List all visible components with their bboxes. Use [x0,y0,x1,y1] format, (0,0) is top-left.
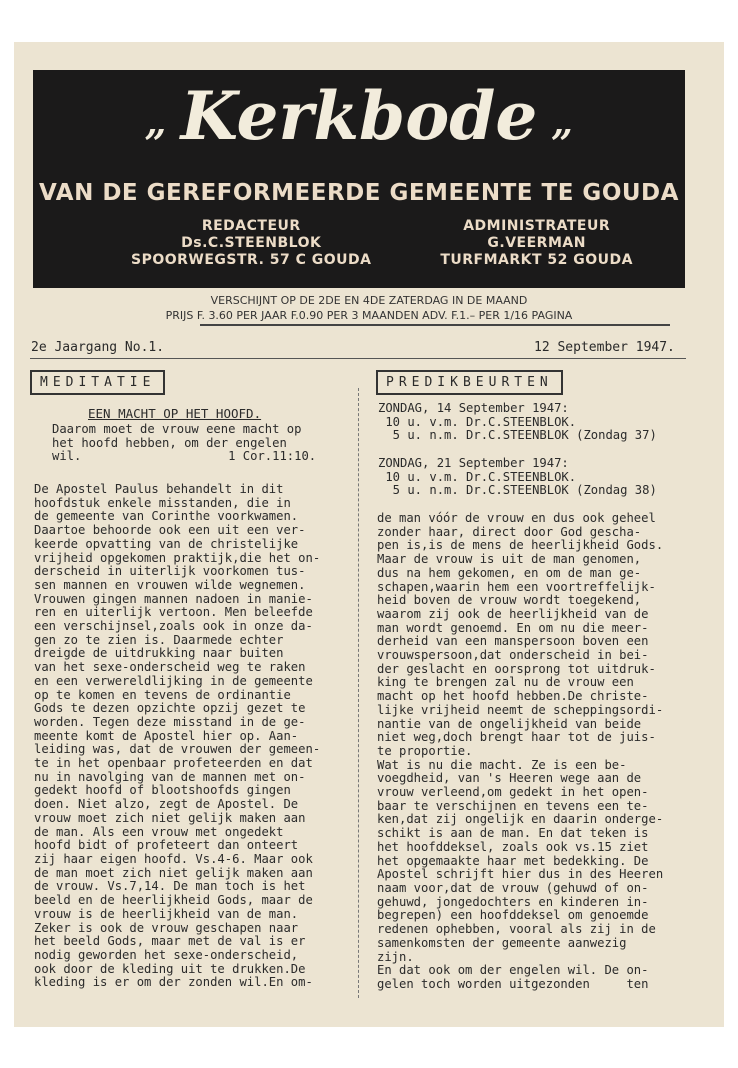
masthead-subtitle: VAN DE GEREFORMEERDE GEMEENTE TE GOUDA [39,180,679,206]
predikbeurten-services: ZONDAG, 14 September 1947: 10 u. v.m. Dr.C.STEENBLOK. 5 u. n.m. Dr.C.STEENBLOK (Zondag 37) ZONDAG, 21 September 1947: 10 u. v.m. Dr.C.STEENBLOK. 5 u. n.m. Dr.C.STEENBLOK (Zondag 38) [378,401,657,498]
predikbeurten-label: PREDIKBEURTEN [376,370,563,395]
title-text: Kerkbode [180,77,538,155]
meditatie-body: De Apostel Paulus behandelt in dit hoofdstuk enkele misstanden, die in de gemeente van Corinthe voorkwamen. Daartoe behoorde ook een uit een ver- keerde opvatting van de christelijke vrijheid opgekomen praktijk,die het on- derscheid in uiterlijk voorkomen tus- sen mannen en vrouwen wilde wegnemen. Vrouwen gingen mannen nadoen in manie- ren en uiterlijk vertoon. Men beleefde een verschijnsel,zoals ook in onze da- gen zo te zien is. Daarmede echter dreigde de uitdrukking naar buiten van het sexe-onderscheid weg te raken en een verwereldlijking in de gemeente op te komen en tevens de ordinantie Gods te dezen opzichte opzij gezet te worden. Tegen deze misstand in de ge- meente komt de Apostel hier op. Aan- leiding was, dat de vrouwen der gemeen- te in het openbaar profeteerden en dat nu in navolging van de mannen met on- gedekt hoofd of blootshoofds gingen doen. Niet alzo, zegt de Apostel. De vrouw moet zich niet gelijk maken aan de man. Als een vrouw met ongedekt hoofd bidt of profeteert dan onteert zij haar eigen hoofd. Vs.4-6. Maar ook de man moet zich niet gelijk maken aan de vrouw. Vs.7,14. De man toch is het beeld en de heerlijkheid Gods, maar de vrouw is de heerlijkheid van de man. Zeker is ook de vrouw geschapen naar het beeld Gods, maar met de val is er nodig geworden het sexe-onderscheid, ook door de kleding uit te drukken.De kleding is er om der zonden wil.En om- [34,482,321,990]
meditatie-label: MEDITATIE [30,370,165,395]
meditatie-heading: EEN MACHT OP HET HOOFD. [88,406,262,421]
quote-close: „ [551,99,574,144]
issue-date: 12 September 1947. [534,340,675,355]
redacteur-name: Ds.C.STEENBLOK [181,235,322,251]
administrateur-address: TURFMARKT 52 GOUDA [440,252,633,268]
quote-open: „ [144,99,167,144]
meditatie-continuation: de man vóór de vrouw en dus ook geheel zonder haar, direct door God gescha- pen is,is de mens de heerlijkheid Gods. Maar de vrouw is uit de man genomen, dus na hem gekomen, en om de man ge- schapen,waarin hem een voortreffelijk- heid boven de vrouw wordt toegekend, waarom zij ook de heerlijkheid van de man wordt genoemd. En om nu die meer- derheid van een manspersoon boven een vrouwspersoon,dat onderscheid in bei- der geslacht en oorsprong tot uitdruk- king te brengen zal nu de vrouw een macht op het hoofd hebben.De christe- lijke vrijheid neemt de scheppingsordi- nantie van de ongelijkheid van beide niet weg,doch brengt haar tot de juis- te proportie. Wat is nu die macht. Ze is een be- voegdheid, van 's Heeren wege aan de vrouw verleend,om gedekt in het open- baar te verschijnen en tevens een te- ken,dat zij ongelijk en daarin onderge- schikt is aan de man. En dat teken is het hoofddeksel, zoals ook vs.15 ziet het opgemaakte haar met bedekking. De Apostel schrijft hier dus in des Heeren naam voor,dat de vrouw (gehuwd of on- gehuwd, jongedochters en kinderen in- begrepen) een hoofddeksel om genoemde redenen ophebben, vooral als zij in de samenkomsten der gemeente aanwezig zijn. En dat ook om der engelen wil. De on- gelen toch worden uitgezonden ten [377,511,664,991]
masthead-title [33,76,685,162]
redacteur-label: REDACTEUR [201,218,301,234]
redacteur-address: SPOORWEGSTR. 57 C GOUDA [131,252,372,268]
redacteur-block [131,218,372,269]
divider [200,324,670,326]
publication-schedule: VERSCHIJNT OP DE 2DE EN 4DE ZATERDAG IN DE MAAND [210,294,528,307]
administrateur-block [440,218,633,269]
administrateur-label: ADMINISTRATEUR [463,218,611,234]
publication-prices: PRIJS F. 3.60 PER JAAR F.0.90 PER 3 MAANDEN ADV. F.1.– PER 1/16 PAGINA [165,309,573,322]
divider [30,358,686,359]
column-divider [358,388,359,998]
meditatie-quote: Daarom moet de vrouw eene macht op het hoofd hebben, om der engelen wil. 1 Cor.11:10. [52,422,317,464]
administrateur-name: G.VEERMAN [487,235,586,251]
issue-number: 2e Jaargang No.1. [31,340,165,355]
masthead [33,70,685,288]
